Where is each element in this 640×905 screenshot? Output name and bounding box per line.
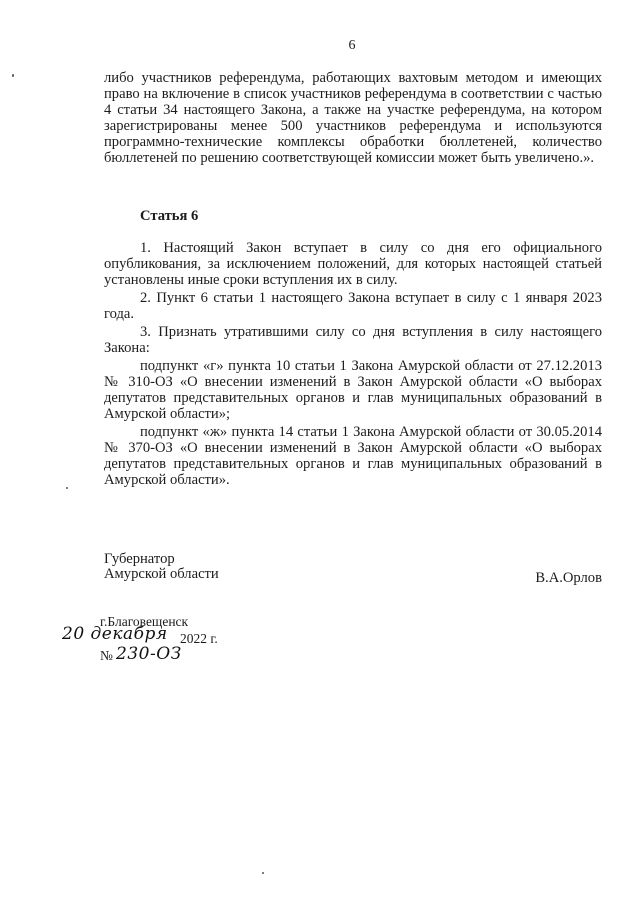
paragraph: 3. Признать утратившими силу со дня вступления в силу настоящего Закона: [104,324,602,356]
page-number: 6 [348,38,356,53]
signature-title-line: Амурской области [104,566,219,582]
signature-name: В.А.Орлов [535,570,602,586]
article-body [104,240,602,488]
paragraph: 1. Настоящий Закон вступает в силу со дня его официального опубликования, за исключением положений, для которых настоящей статьей установлены иные сроки вступления их в силу. [104,240,602,288]
scan-speck [12,74,14,77]
number-sign: № [100,648,113,663]
continuation-text [104,70,602,166]
paragraph: подпункт «ж» пункта 14 статьи 1 Закона Амурской области от 30.05.2014 № 370-ОЗ «О внесении изменений в Закон Амурской области «О выборах депутатов представительных органов и глав муниципальных образований в Амурской области». [104,424,602,488]
paragraph: подпункт «г» пункта 10 статьи 1 Закона Амурской области от 27.12.2013 № 310-ОЗ «О внесении изменений в Закон Амурской области «О выборах депутатов представительных органов и глав муниципальных образований в Амурской области»; [104,358,602,422]
scan-speck [66,487,68,489]
paragraph: 2. Пункт 6 статьи 1 настоящего Закона вступает в силу с 1 января 2023 года. [104,290,602,322]
law-number [100,646,220,668]
paragraph: либо участников референдума, работающих вахтовым методом и имеющих право на включение в список участников референдума в соответствии с частью 4 статьи 34 настоящего Закона, а также на участке референдума, на котором зарегистрированы менее 500 участников референдума и используются программно-технические комплексы обработки бюллетеней, количество бюллетеней по решению соответствующей комиссии может быть увеличено.». [104,70,602,166]
handwritten-date: 20 декабря [62,624,168,644]
city: г.Благовещенск [100,614,189,629]
date-year: 2022 г. [180,631,218,646]
handwritten-number: 230-ОЗ [116,644,182,664]
article-heading: Статья 6 [140,208,199,224]
signature-title-line: Губернатор [104,551,175,567]
scan-speck [262,872,264,874]
signature-title [104,552,219,582]
